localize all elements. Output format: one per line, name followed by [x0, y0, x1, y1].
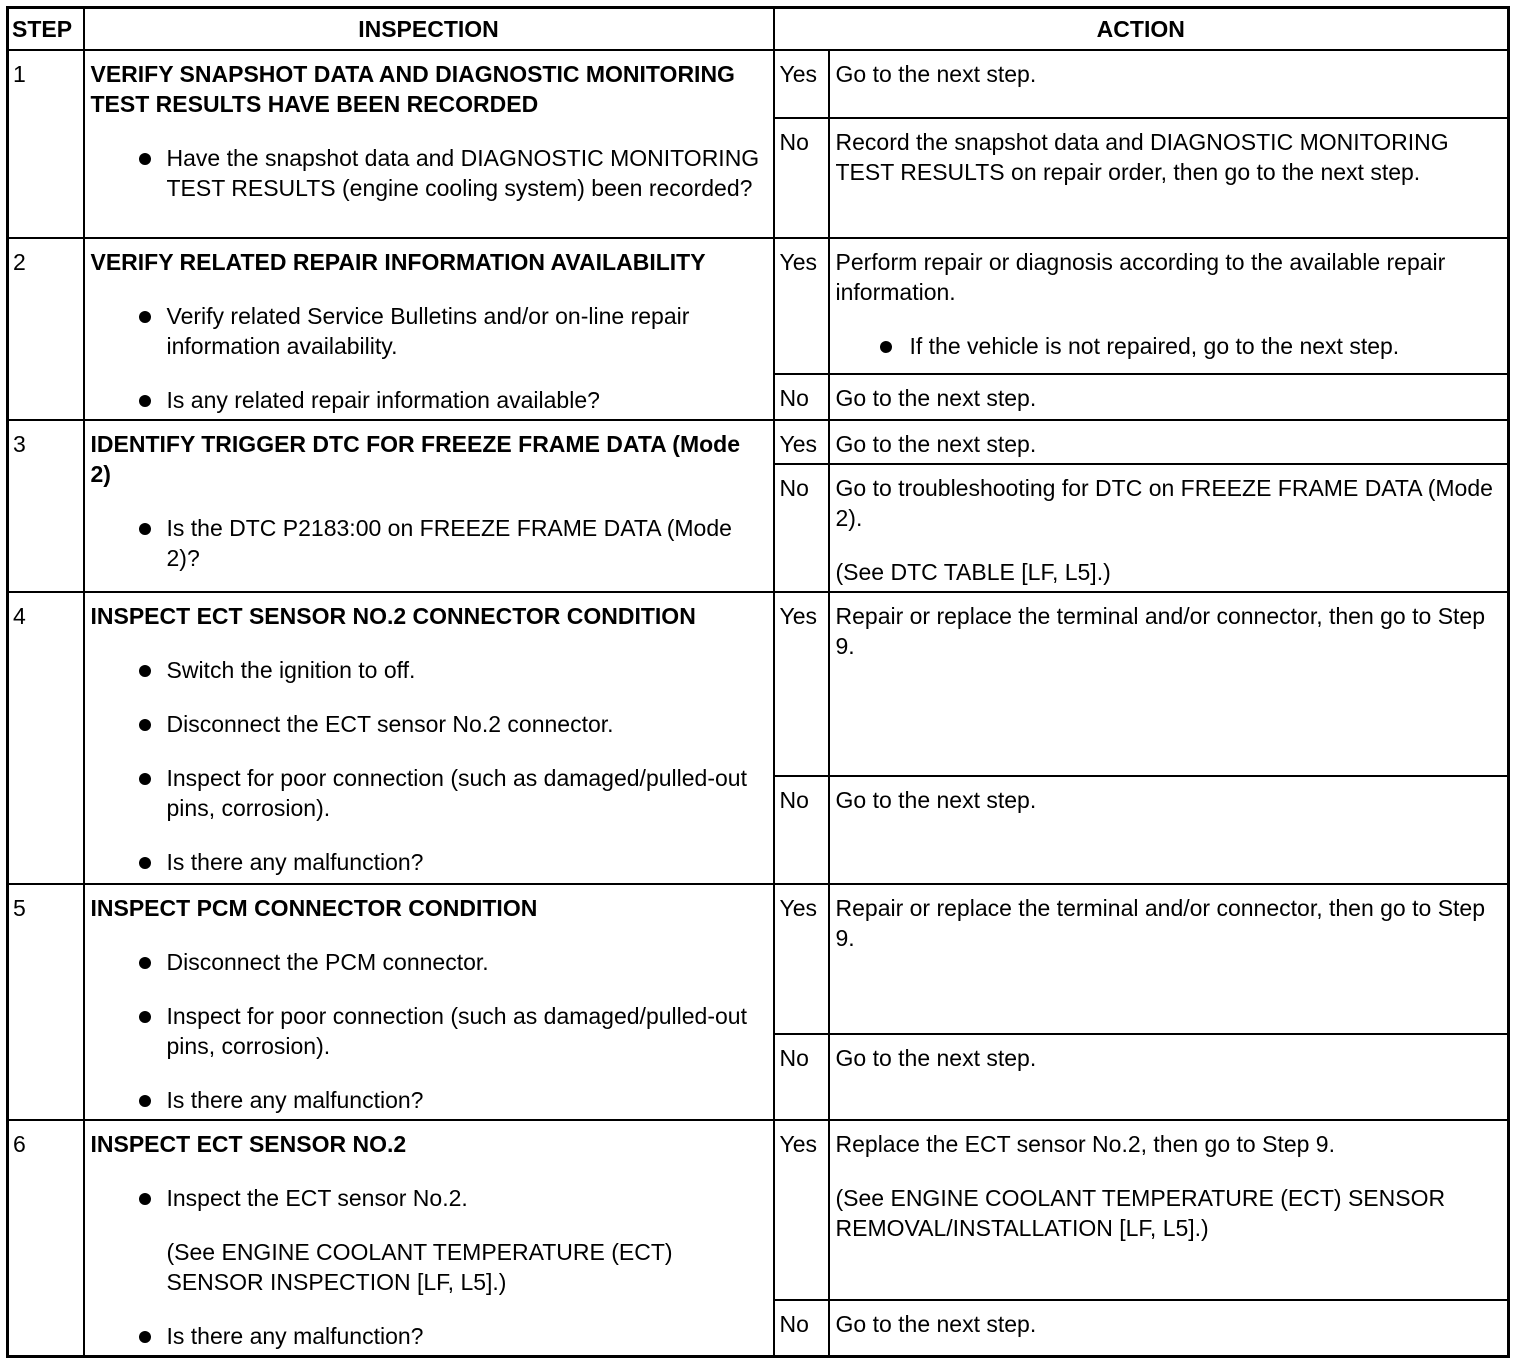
step-title: INSPECT ECT SENSOR NO.2 CONNECTOR CONDITION — [90, 602, 696, 629]
yes-action: Go to the next step. — [829, 420, 1509, 464]
no-action: Go to the next step. — [829, 374, 1509, 420]
step-2-yes-row — [8, 238, 1509, 374]
step-1-yes-row — [8, 50, 1509, 118]
diagnostic-procedure-table — [6, 6, 1510, 1358]
inspection-item: Switch the ignition to off. — [91, 655, 767, 685]
no-action — [829, 464, 1509, 592]
no-action: Go to the next step. — [829, 776, 1509, 884]
step-title: INSPECT PCM CONNECTOR CONDITION — [90, 894, 538, 921]
step-number: 5 — [8, 884, 84, 1120]
step-6-yes-row — [8, 1120, 1509, 1300]
yes-label: Yes — [774, 238, 829, 374]
step-title: IDENTIFY TRIGGER DTC FOR FREEZE FRAME DATA (Mode 2) — [90, 430, 741, 487]
no-label: No — [774, 464, 829, 592]
inspection-item: Is there any malfunction? — [91, 847, 767, 877]
step-number: 1 — [8, 50, 84, 238]
yes-label: Yes — [774, 50, 829, 118]
step-inspection — [84, 238, 774, 420]
header-inspection: INSPECTION — [84, 8, 774, 50]
inspection-item: Have the snapshot data and DIAGNOSTIC MONITORING TEST RESULTS (engine cooling system) been recorded? — [91, 143, 767, 203]
step-inspection — [84, 50, 774, 238]
step-inspection — [84, 592, 774, 884]
header-action: ACTION — [774, 8, 1509, 50]
no-label: No — [774, 1034, 829, 1120]
inspection-reference: (See ENGINE COOLANT TEMPERATURE (ECT) SENSOR INSPECTION [LF, L5].) — [166, 1238, 673, 1295]
yes-action: Repair or replace the terminal and/or connector, then go to Step 9. — [829, 592, 1509, 776]
inspection-item: Is there any malfunction? — [91, 1321, 767, 1351]
yes-action: Repair or replace the terminal and/or connector, then go to Step 9. — [829, 884, 1509, 1034]
inspection-item: Is any related repair information available? — [91, 385, 767, 415]
step-number: 2 — [8, 238, 84, 420]
yes-action-reference: (See ENGINE COOLANT TEMPERATURE (ECT) SENSOR REMOVAL/INSTALLATION [LF, L5].) — [835, 1184, 1446, 1241]
step-number: 4 — [8, 592, 84, 884]
yes-action-text: Perform repair or diagnosis according to the available repair information. — [835, 248, 1446, 305]
inspection-item: Inspect for poor connection (such as damaged/pulled-out pins, corrosion). — [91, 1001, 767, 1061]
no-action: Go to the next step. — [829, 1300, 1509, 1356]
yes-action-text: Replace the ECT sensor No.2, then go to Step 9. — [835, 1130, 1335, 1157]
inspection-item: Verify related Service Bulletins and/or on-line repair information availability. — [91, 301, 767, 361]
step-inspection — [84, 884, 774, 1120]
yes-action — [829, 1120, 1509, 1300]
step-inspection — [84, 420, 774, 592]
no-action-reference: (See DTC TABLE [LF, L5].) — [835, 558, 1111, 585]
step-title: VERIFY RELATED REPAIR INFORMATION AVAILABILITY — [90, 248, 706, 275]
inspection-item: Is the DTC P2183:00 on FREEZE FRAME DATA (Mode 2)? — [91, 513, 767, 573]
step-number: 3 — [8, 420, 84, 592]
no-label: No — [774, 374, 829, 420]
no-label: No — [774, 776, 829, 884]
header-step: STEP — [8, 8, 84, 50]
step-title: INSPECT ECT SENSOR NO.2 — [90, 1130, 407, 1157]
yes-action: Go to the next step. — [829, 50, 1509, 118]
yes-label: Yes — [774, 884, 829, 1034]
step-3-yes-row — [8, 420, 1509, 464]
inspection-item: Is there any malfunction? — [91, 1085, 767, 1115]
step-number: 6 — [8, 1120, 84, 1357]
no-action-text: Go to troubleshooting for DTC on FREEZE FRAME DATA (Mode 2). — [835, 474, 1493, 531]
inspection-item: Disconnect the PCM connector. — [91, 947, 767, 977]
no-action: Go to the next step. — [829, 1034, 1509, 1120]
yes-label: Yes — [774, 420, 829, 464]
step-4-yes-row — [8, 592, 1509, 776]
yes-action-bullet: If the vehicle is not repaired, go to the next step. — [836, 331, 1502, 361]
yes-label: Yes — [774, 1120, 829, 1300]
yes-action — [829, 238, 1509, 374]
step-title: VERIFY SNAPSHOT DATA AND DIAGNOSTIC MONITORING TEST RESULTS HAVE BEEN RECORDED — [90, 60, 735, 117]
no-label: No — [774, 118, 829, 238]
step-inspection — [84, 1120, 774, 1357]
header-row — [8, 8, 1509, 50]
yes-label: Yes — [774, 592, 829, 776]
inspection-item: Inspect the ECT sensor No.2. — [91, 1183, 767, 1213]
inspection-item: Inspect for poor connection (such as damaged/pulled-out pins, corrosion). — [91, 763, 767, 823]
inspection-item: Disconnect the ECT sensor No.2 connector. — [91, 709, 767, 739]
no-action: Record the snapshot data and DIAGNOSTIC MONITORING TEST RESULTS on repair order, then go to the next step. — [829, 118, 1509, 238]
no-label: No — [774, 1300, 829, 1356]
step-5-yes-row — [8, 884, 1509, 1034]
